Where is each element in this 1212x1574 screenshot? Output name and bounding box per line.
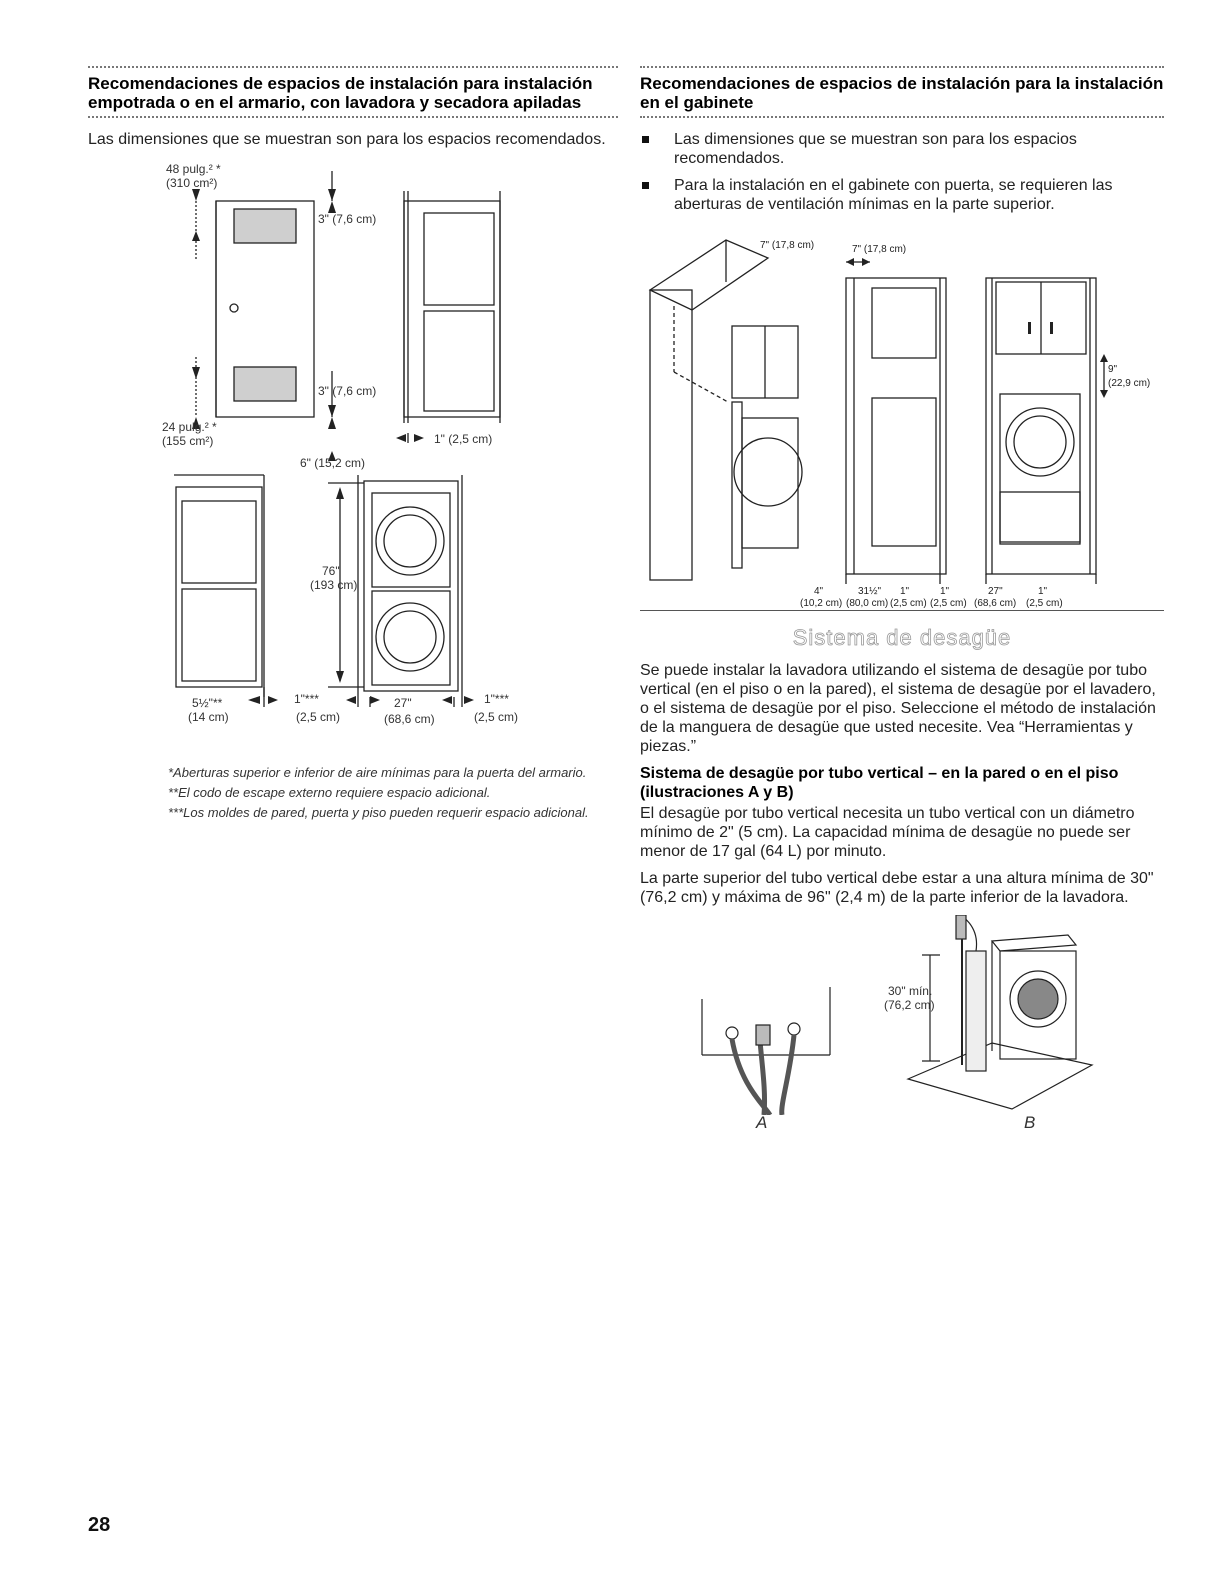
paragraph: El desagüe por tubo vertical necesita un tubo vertical con un diámetro mínimo de 2" (5 cm). La capacidad mínima de desagüe no puede ser menor de 17 gal (64 L) por minuto. xyxy=(640,805,1135,860)
label-side-left: 1"*** xyxy=(294,692,319,706)
section-divider xyxy=(640,610,1164,611)
footnotes xyxy=(168,765,618,820)
stack-dimensions-diagram xyxy=(88,471,618,761)
label-d1: 4" xyxy=(814,586,824,597)
door-knob xyxy=(230,304,238,312)
paragraph: La parte superior del tubo vertical debe estar a una altura mínima de 30" (76,2 cm) y máxima de 96" (2,4 m) de la parte inferior de la lavadora. xyxy=(640,870,1154,906)
left-heading: Recomendaciones de espacios de instalación para instalación empotrada o en el armario, con lavadora y secadora apiladas xyxy=(88,74,593,112)
right-heading: Recomendaciones de espacios de instalación para la instalación en el gabinete xyxy=(640,74,1164,112)
sub-heading: Sistema de desagüe por tubo vertical – en la pared o en el piso (ilustraciones A y B) xyxy=(640,765,1119,801)
label-bottom-vent: 24 pulg.² * xyxy=(162,420,217,434)
footnote: *Aberturas superior e inferior de aire mínimas para la puerta del armario. xyxy=(168,765,587,780)
label-d4-cm: (2,5 cm) xyxy=(930,598,967,608)
label-top-vent: 48 pulg.² * xyxy=(166,162,221,176)
label-rear-gap: 6" (15,2 cm) xyxy=(300,456,365,470)
label-right-gap: 9" xyxy=(1108,364,1118,375)
page-number: 28 xyxy=(88,1514,111,1536)
footnote: ***Los moldes de pared, puerta y piso pueden requerir espacio adicional. xyxy=(168,805,589,820)
label-d6: 1" xyxy=(1038,586,1048,597)
label-top-gap: 3" (7,6 cm) xyxy=(318,212,377,226)
label-d6-cm: (2,5 cm) xyxy=(1026,598,1063,608)
caption-a: A xyxy=(756,1113,768,1132)
label-bottom-gap: 3" (7,6 cm) xyxy=(318,384,377,398)
footnote: **El codo de escape externo requiere espacio adicional. xyxy=(168,785,491,800)
label-side-left-cm: (2,5 cm) xyxy=(296,710,341,724)
top-vent xyxy=(234,209,296,243)
bottom-vent xyxy=(234,367,296,401)
stack-dimensions-svg xyxy=(88,471,618,761)
caption-b: B xyxy=(1024,1113,1036,1132)
section-intro: Se puede instalar la lavadora utilizando el sistema de desagüe por tubo vertical (en el piso o en la pared), el sistema de desagüe por el lavadero, o el sistema de desagüe por el piso. Seleccione el método de instalación de la manguera de desagüe que usted necesite. Vea “Herramientas y piezas.” xyxy=(640,662,1156,755)
label-width-cm: (68,6 cm) xyxy=(384,712,435,726)
label-side-right: 1"*** xyxy=(484,692,509,706)
label-side-right-cm: (2,5 cm) xyxy=(474,710,519,724)
list-item: Las dimensiones que se muestran son para los espacios recomendados. xyxy=(640,130,1164,168)
label-height: 76" xyxy=(322,564,340,578)
label-rear: 5½"** xyxy=(192,696,223,710)
label-top-b: 7" (17,8 cm) xyxy=(852,244,907,255)
label-height-cm: (193 cm) xyxy=(310,578,358,592)
drain-illustrations xyxy=(640,915,1164,1135)
section-title: Sistema de desagüe xyxy=(792,625,1012,650)
label-bottom-vent-cm: (155 cm²) xyxy=(162,434,214,448)
label-min-height: 30" mín. xyxy=(888,984,933,998)
label-d2-cm: (80,0 cm) xyxy=(846,598,889,608)
divider xyxy=(88,66,618,68)
bullet-icon xyxy=(642,136,649,143)
label-d3: 1" xyxy=(900,586,910,597)
label-d1-cm: (10,2 cm) xyxy=(800,598,843,608)
label-width: 27" xyxy=(394,696,412,710)
label-right-gap-cm: (22,9 cm) xyxy=(1108,378,1151,389)
label-d4: 1" xyxy=(940,586,950,597)
divider xyxy=(640,66,1164,68)
closet-clearance-svg xyxy=(88,161,618,471)
cabinet-clearance-svg xyxy=(640,222,1164,608)
bullet-icon xyxy=(642,182,649,189)
label-min-height-cm: (76,2 cm) xyxy=(884,998,935,1012)
list-item: Para la instalación en el gabinete con puerta, se requieren las aberturas de ventilación mínimas en la parte superior. xyxy=(640,176,1164,214)
stack-side-frame xyxy=(404,201,500,417)
label-d2: 31½" xyxy=(858,586,882,597)
label-top-vent-cm: (310 cm²) xyxy=(166,176,218,190)
left-column xyxy=(88,66,618,825)
right-bullets xyxy=(640,130,1164,214)
cabinet-clearance-diagram xyxy=(640,222,1164,608)
label-rear-cm: (14 cm) xyxy=(188,710,229,724)
drain-illustrations-svg xyxy=(640,915,1164,1115)
left-intro: Las dimensiones que se muestran son para los espacios recomendados. xyxy=(88,131,606,148)
closet-clearance-diagram xyxy=(88,161,618,471)
label-top-a: 7" (17,8 cm) xyxy=(760,240,815,251)
label-d3-cm: (2,5 cm) xyxy=(890,598,927,608)
divider xyxy=(640,116,1164,118)
label-side-gap: 1" (2,5 cm) xyxy=(434,432,493,446)
divider xyxy=(88,116,618,118)
label-d5: 27" xyxy=(988,586,1003,597)
right-column xyxy=(640,66,1164,1135)
label-d5-cm: (68,6 cm) xyxy=(974,598,1017,608)
